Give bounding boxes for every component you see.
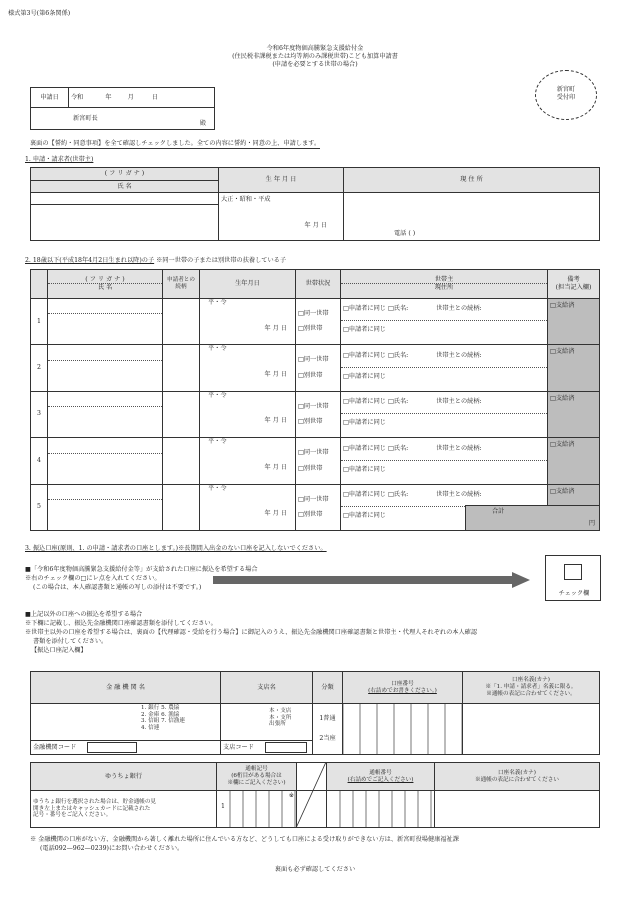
- child-name-input[interactable]: [48, 391, 163, 437]
- child-name-input[interactable]: [48, 484, 163, 531]
- applicant-table: ( フ リ ガ ナ ) 生 年 月 日 現 住 所 氏 名 大正・昭和・平成 年 月 日 電話 ( ): [30, 167, 600, 241]
- form-number: 様式第3号(第6条関係): [8, 10, 71, 17]
- check-box-area: チェック欄: [545, 555, 601, 601]
- child-row: 1 平・令 年 月 日 □同一世帯 □別世帯 □申請者に同じ □氏名: 世帯主との続柄: □申請者に同じ □支給済: [31, 298, 600, 344]
- child-row: 2 平・令 年 月 日 □同一世帯 □別世帯 □申請者に同じ □氏名: 世帯主との続柄: □申請者に同じ □支給済: [31, 345, 600, 391]
- bank-table: 金 融 機 関 名 支店名 分類 口座番号 (右詰めでお書きください。) 口座名義(カナ) ※「1. 申請・請求者」名義に限る。 ※通帳の表記に合わせてください。 1. 銀行 5. 農協 2. 金庫 6. 漁協 3. 信組 7. 信漁連 4. 信連 金融機関コード 本・支店 本・支所 出張所 支店コード 1普通 2当座: [30, 671, 600, 755]
- diagonal-divider: [296, 762, 326, 828]
- section3-heading: 3. 振込口座(原則、1. の申請・請求者の口座とします。)※長期間入出金のない口座を記入しないでください。: [25, 545, 327, 552]
- check-box[interactable]: [564, 564, 582, 580]
- yucho-table: ゆうちょ銀行 通帳記号 (6桁目がある場合は ※欄にご記入ください) 通帳番号 (右詰めでご記入ください) 口座名義(カナ) ※通帳の表記に合わせてください ゆうちょ銀行を選択された場合は、貯金通帳の見 開き左上またはキャッシュカードに記載された 記号・番号をご記入ください。 1 ※: [30, 762, 600, 828]
- household-status[interactable]: □同一世帯 □別世帯: [296, 391, 341, 437]
- total-box: 合計 円: [465, 505, 600, 531]
- bank-code-input[interactable]: 金融機関コード: [31, 740, 220, 754]
- household-status[interactable]: □同一世帯 □別世帯: [296, 298, 341, 344]
- yucho-kigou-input[interactable]: 1 ※: [217, 791, 297, 828]
- dob-input[interactable]: 大正・昭和・平成 年 月 日: [219, 193, 344, 241]
- yucho-holder-input[interactable]: [435, 791, 600, 828]
- child-row: 3 平・令 年 月 日 □同一世帯 □別世帯 □申請者に同じ □氏名: 世帯主との続柄: □申請者に同じ □支給済: [31, 391, 600, 437]
- arrow-head-icon: [512, 572, 530, 588]
- application-date-box: 申請日 令和 年 月 日 新宮町長 殿: [30, 87, 215, 130]
- furigana-input[interactable]: [31, 193, 219, 205]
- yucho-bangou-input[interactable]: [327, 791, 435, 828]
- household-status[interactable]: □同一世帯 □別世帯: [296, 345, 341, 391]
- branch-name-input[interactable]: 本・支店 本・支所 出張所: [269, 708, 292, 728]
- arrow-shaft: [213, 576, 513, 584]
- account-type[interactable]: 1普通 2当座: [313, 704, 343, 755]
- reception-stamp: 新宮町 受付印: [535, 70, 597, 120]
- footnote: ※ 金融機関の口座がない方、金融機関から著しく離れた場所に住んでいる方など、どうしても口座による受け取りができない方は、新宮町役場健康福祉課 (電話092—962—0239)にお問い合わせください。: [30, 836, 459, 852]
- option-a-text: ■「令和6年度物価高騰緊急支援給付金等」が支給された口座に振込を希望する場合 ※右のチェック欄の□にレ点を入れてください。 (この場合は、本人確認書類と通帳の写しの添付は不要です。): [25, 566, 258, 591]
- option-b-text: ■上記以外の口座への振込を希望する場合 ※下欄に記載し、振込先金融機関口座確認書類を添付してください。 ※世帯主以外の口座を希望する場合は、裏面の【代理確認・受給を行う場合】に御記入のうえ、振込先金融機関口座確認書類と世帯主・代理人それぞれの本人確認 書類を添付してください。 【振込口座記入欄】: [25, 611, 478, 654]
- section1-heading: 1. 申請・請求者(世帯主): [25, 156, 94, 163]
- pledge-text: 裏面の【誓約・同意事項】を全て確認しチェックしました。全ての内容に誓約・同意の上、申請します。: [30, 140, 321, 147]
- bank-name-input[interactable]: 1. 銀行 5. 農協 2. 金庫 6. 漁協 3. 信組 7. 信漁連 4. 信連: [141, 705, 185, 732]
- account-number-input[interactable]: [343, 704, 463, 755]
- account-holder-input[interactable]: [463, 704, 600, 755]
- children-table: ( フ リ ガ ナ ) 氏 名 申請者との続柄 生年月日 世帯状況 世帯主 現住所 備考 (担当記入欄) 1 平・令 年 月 日 □同一世帯 □別世帯 □申請者に同じ □氏名: 世帯主との続柄: □申請者に同じ □支給済 2 平・令 年 月 日 □同一世帯 □別世帯 □申請者に同じ □氏名: 世帯主との続柄: □申請者に同じ □支給済 3 平・令 年 月 日 □同一世帯 □別世帯 □申請者に同じ □氏名: 世帯主との続柄: □申請者に同じ □支給済 4 平・令 年 月 日 □同一世帯 □別世帯 □申請者に同じ □氏名: 世帯主との続柄: □申請者に同じ □支給済 5 平・令 年 月 日 □同一世帯 □別世帯 □申請者に同じ □氏名: 世帯主との続柄: □申請者に同じ □支給済: [30, 269, 600, 531]
- household-status[interactable]: □同一世帯 □別世帯: [296, 484, 341, 531]
- name-input[interactable]: [31, 205, 219, 241]
- household-status[interactable]: □同一世帯 □別世帯: [296, 438, 341, 484]
- date-field[interactable]: 令和 年 月 日: [69, 88, 215, 108]
- address-input[interactable]: 電話 ( ): [344, 193, 600, 241]
- child-row: 4 平・令 年 月 日 □同一世帯 □別世帯 □申請者に同じ □氏名: 世帯主との続柄: □申請者に同じ □支給済: [31, 438, 600, 484]
- child-name-input[interactable]: [48, 298, 163, 344]
- child-name-input[interactable]: [48, 345, 163, 391]
- branch-code-input[interactable]: 支店コード: [221, 740, 312, 754]
- section2-heading: 2. 18歳以下(平成18年4月2日生まれ以降)の子 ※同一世帯の子または別世帯の扶養している子: [25, 257, 287, 264]
- title: 令和6年度物価高騰緊急支援給付金 (住民税非課税または均等割のみ課税世帯)こども加算申請書 (申請を必要とする世帯の場合): [232, 45, 398, 69]
- footer-text: 裏面も必ず確認してください: [274, 866, 356, 873]
- child-name-input[interactable]: [48, 438, 163, 484]
- child-row: 5 平・令 年 月 日 □同一世帯 □別世帯 □申請者に同じ □氏名: 世帯主との続柄: □申請者に同じ □支給済: [31, 484, 600, 531]
